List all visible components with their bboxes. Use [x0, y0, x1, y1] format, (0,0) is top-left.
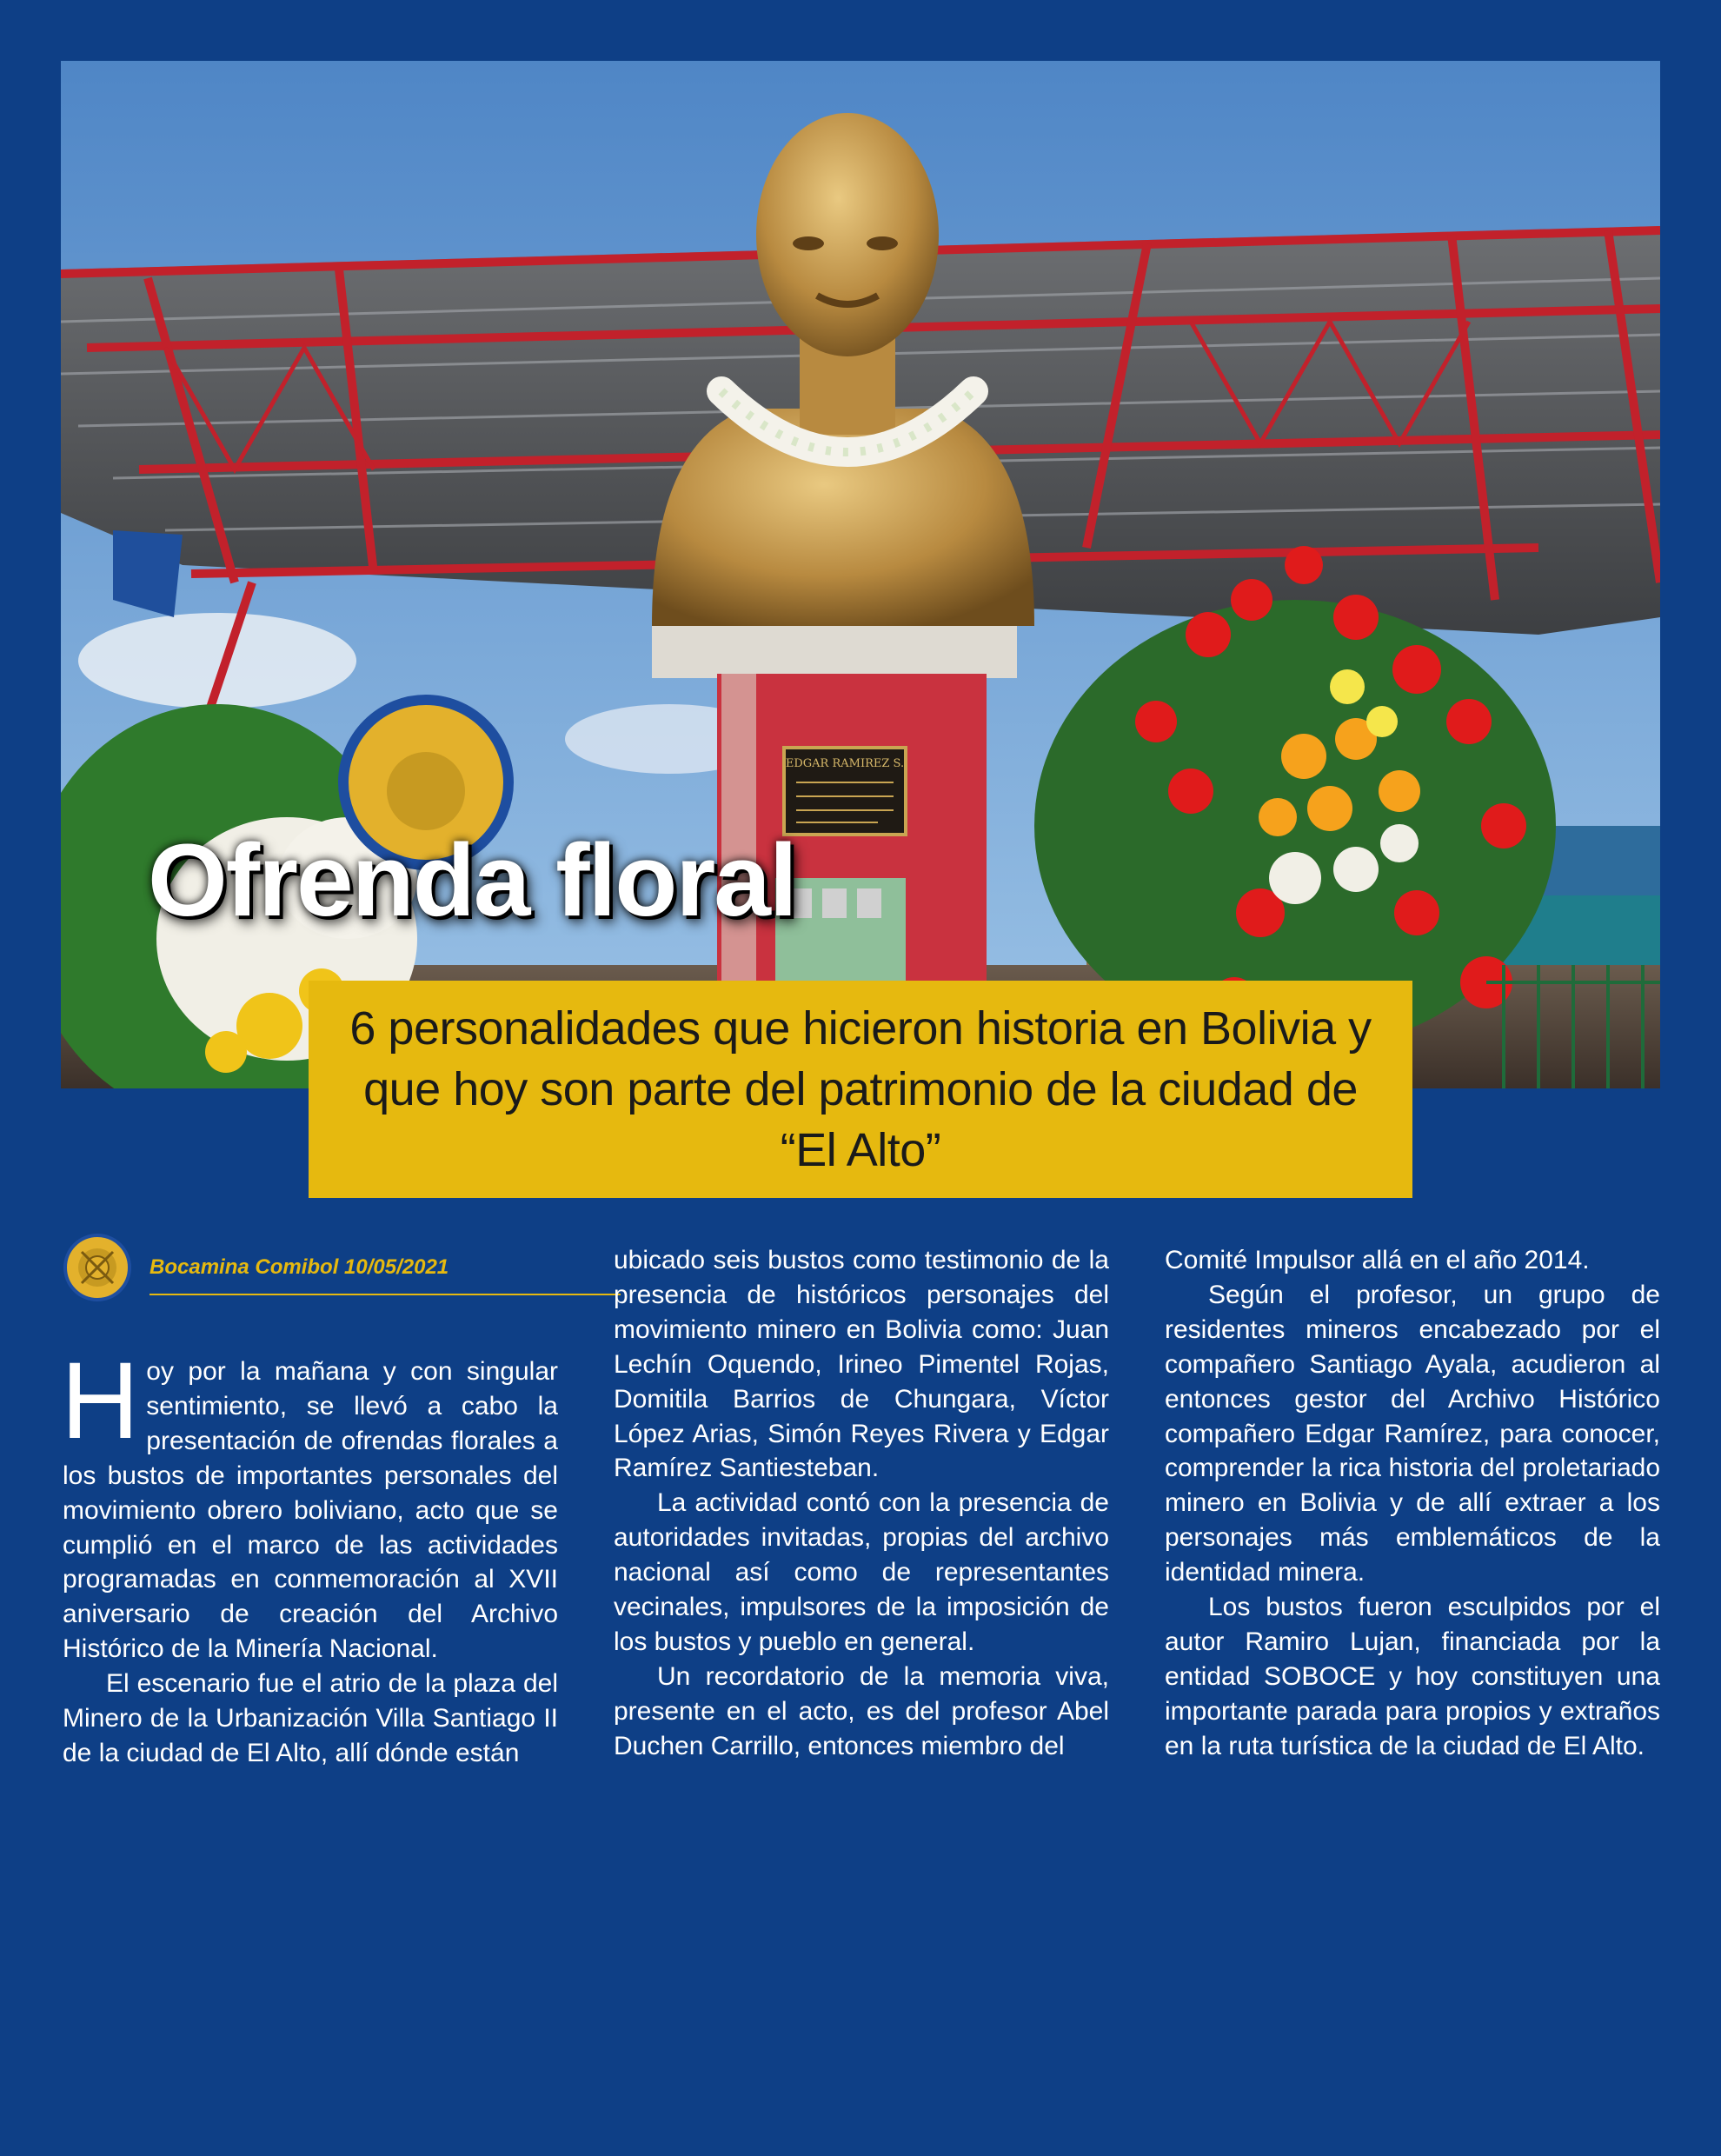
paragraph: La actividad contó con la presencia de autoridades invitadas, propias del archivo nacional así como de representantes vecinales, impulsores de la imposición de los bustos y pueblo en general. — [614, 1488, 1109, 1656]
drop-cap: H — [61, 1341, 140, 1461]
article-headline: Ofrenda floral — [148, 823, 796, 938]
paragraph — [61, 1341, 558, 1667]
article-column-1 — [61, 1341, 558, 1771]
article-column-3 — [1165, 1243, 1660, 1764]
article-column-2 — [614, 1243, 1109, 1764]
byline-text: Bocamina Comibol 10/05/2021 — [150, 1255, 449, 1279]
plaque-text: EDGAR RAMIREZ S. — [785, 757, 905, 770]
paragraph: Según el profesor, un grupo de residentes mineros encabezado por el compañero Santiago Ayala, acudieron al entonces gestor del Archivo Histórico compañero Edgar Ramírez, para conocer, comprender la rica historia del proletariado minero en Bolivia y de allí extraer a los personajes más emblemáticos de la identidad minera. — [1165, 1280, 1660, 1587]
article-subtitle: 6 personalidades que hicieron historia en Bolivia y que hoy son parte del patrimonio de la ciudad de “El Alto” — [349, 1002, 1372, 1176]
paragraph: Comité Impulsor allá en el año 2014. — [1165, 1246, 1590, 1274]
subtitle-box — [309, 981, 1412, 1198]
paragraph-text: oy por la mañana y con singular sentimiento, se llevó a cabo la presentación de ofrendas florales a los bustos de importantes personales del movimiento obrero boliviano, acto que se cumplió en el marco de las actividades programadas en conmemoración al XVII aniversario de creación del Archivo Histórico de la Minería Nacional. — [63, 1357, 558, 1664]
paragraph: Un recordatorio de la memoria viva, presente en el acto, es del profesor Abel Duchen Carrillo, entonces miembro del — [614, 1661, 1109, 1760]
paragraph: Los bustos fueron esculpidos por el autor Ramiro Lujan, financiada por la entidad SOBOCE y hoy constituyen una importante parada para propios y extraños en la ruta turística de la ciudad de El Alto. — [1165, 1593, 1660, 1760]
paragraph: El escenario fue el atrio de la plaza del Minero de la Urbanización Villa Santiago II de la ciudad de El Alto, allí dónde están — [63, 1669, 558, 1767]
byline-divider — [150, 1294, 621, 1295]
byline — [63, 1233, 558, 1301]
comibol-logo-icon — [63, 1233, 132, 1302]
paragraph: ubicado seis bustos como testimonio de la presencia de históricos personajes del movimiento minero en Bolivia como: Juan Lechín Oquendo, Irineo Pimentel Rojas, Domitila Barrios de Chungara, Víctor López Arias, Simón Reyes Rivera y Edgar Ramírez Santiesteban. — [614, 1246, 1109, 1483]
